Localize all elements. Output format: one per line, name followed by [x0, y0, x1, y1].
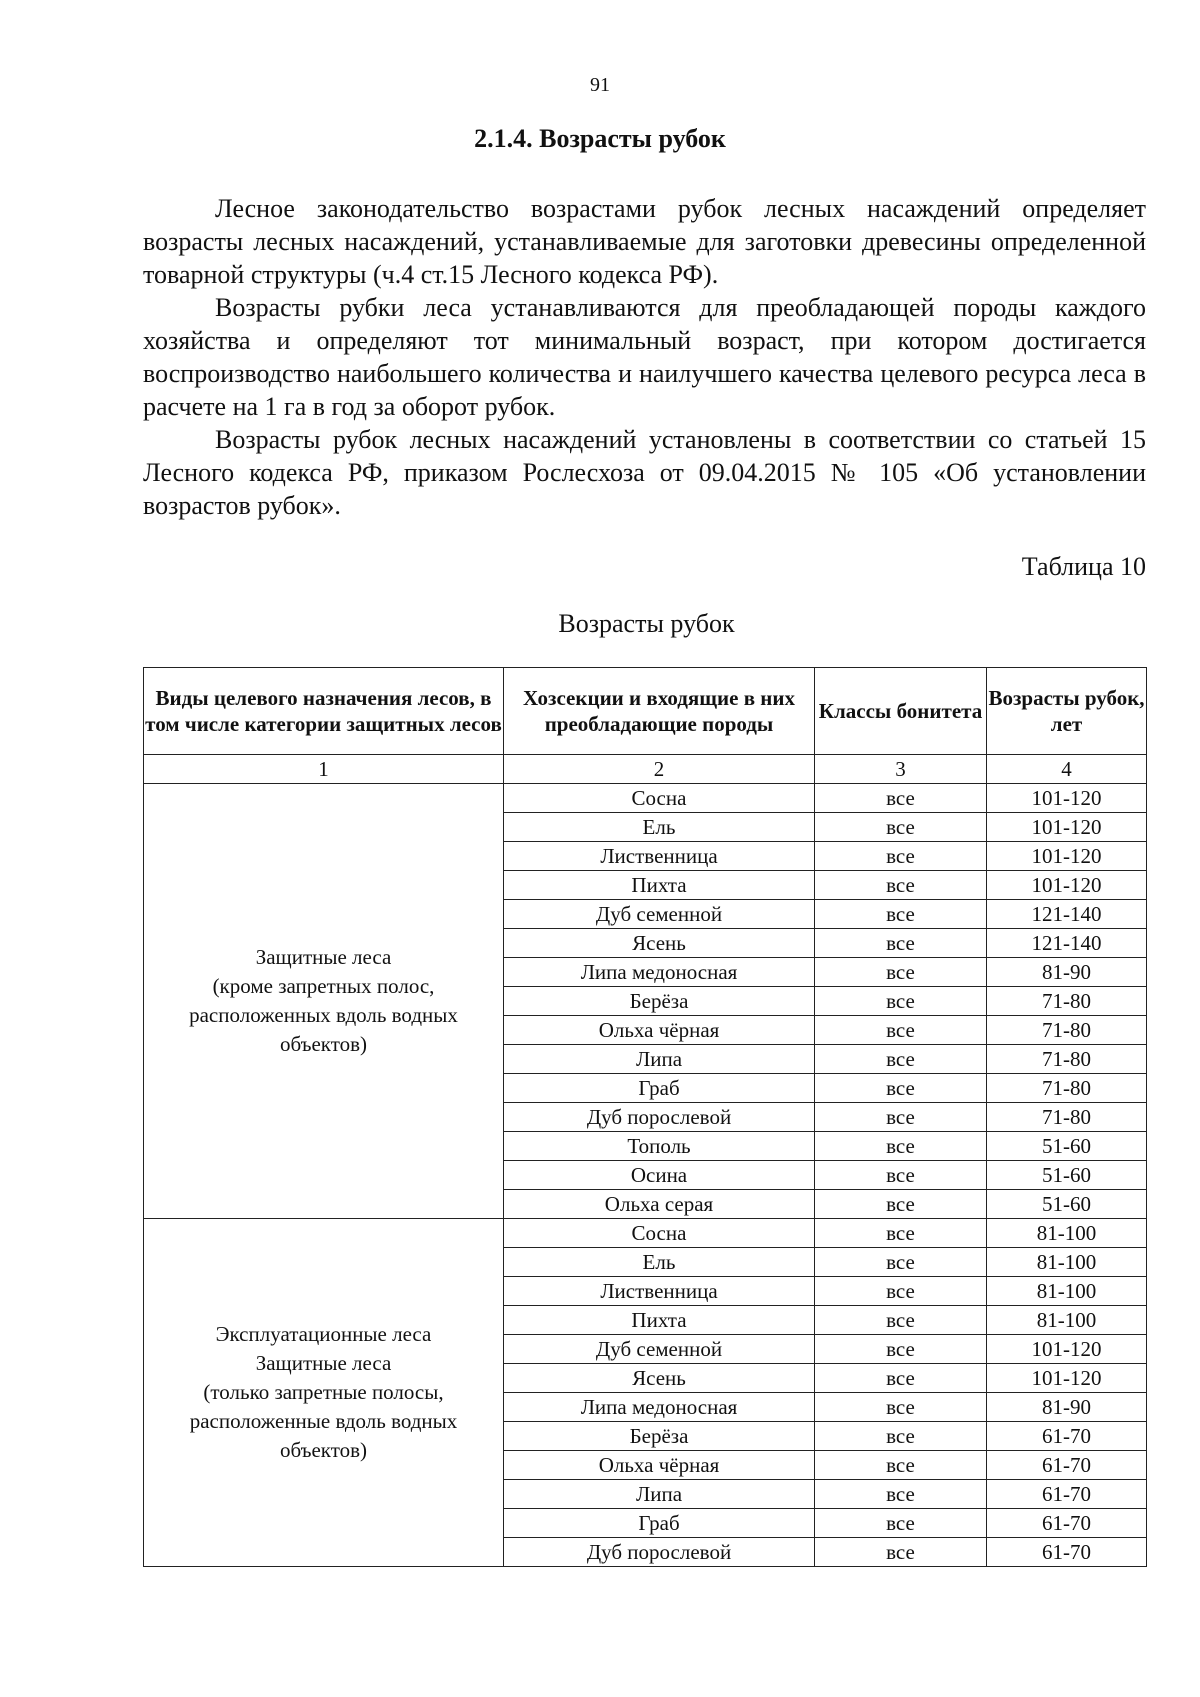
- category-line: расположенные вдоль водных: [189, 1409, 458, 1433]
- species-cell: Дуб порослевой: [504, 1103, 815, 1132]
- species-cell: Дуб порослевой: [504, 1538, 815, 1567]
- cutting-age-cell: 71-80: [987, 1074, 1147, 1103]
- species-cell: Ольха чёрная: [504, 1016, 815, 1045]
- bonitet-class-cell: все: [815, 1538, 987, 1567]
- cutting-age-table: [143, 667, 1147, 1567]
- bonitet-class-cell: все: [815, 987, 987, 1016]
- bonitet-class-cell: все: [815, 1074, 987, 1103]
- species-cell: Граб: [504, 1074, 815, 1103]
- species-cell: Липа медоносная: [504, 958, 815, 987]
- species-cell: Ель: [504, 1248, 815, 1277]
- bonitet-class-cell: все: [815, 842, 987, 871]
- cutting-age-cell: 81-100: [987, 1277, 1147, 1306]
- cutting-age-cell: 61-70: [987, 1480, 1147, 1509]
- table-body: [144, 784, 1147, 1567]
- species-cell: Дуб семенной: [504, 900, 815, 929]
- species-cell: Сосна: [504, 1219, 815, 1248]
- species-cell: Ясень: [504, 1364, 815, 1393]
- cutting-age-cell: 61-70: [987, 1451, 1147, 1480]
- cutting-age-cell: 81-90: [987, 1393, 1147, 1422]
- cutting-age-cell: 101-120: [987, 871, 1147, 900]
- cutting-age-cell: 71-80: [987, 1103, 1147, 1132]
- section-title: 2.1.4. Возрасты рубок: [474, 124, 726, 153]
- page-number: 91: [590, 74, 610, 96]
- paragraph: Возрасты рубки леса устанавливаются для преобладающей породы каждого хозяйства и определяют тот минимальный возраст, при котором достигается воспроизводство наибольшего количества и наилучшего качества целевого ресурса леса в расчете на 1 га в год за оборот рубок.: [143, 293, 1146, 421]
- column-number: 2: [504, 755, 815, 784]
- bonitet-class-cell: все: [815, 1335, 987, 1364]
- species-cell: Берёза: [504, 1422, 815, 1451]
- bonitet-class-cell: все: [815, 1509, 987, 1538]
- species-cell: Липа: [504, 1480, 815, 1509]
- bonitet-class-cell: все: [815, 958, 987, 987]
- cutting-age-cell: 81-90: [987, 958, 1147, 987]
- bonitet-class-cell: все: [815, 900, 987, 929]
- header-cell: Возрасты рубок, лет: [987, 668, 1147, 755]
- bonitet-class-cell: все: [815, 1393, 987, 1422]
- bonitet-class-cell: все: [815, 1016, 987, 1045]
- table-caption: Таблица 10: [1021, 552, 1146, 581]
- cutting-age-cell: 101-120: [987, 842, 1147, 871]
- cutting-age-cell: 81-100: [987, 1219, 1147, 1248]
- cutting-age-cell: 51-60: [987, 1161, 1147, 1190]
- header-cell: Классы бонитета: [815, 668, 987, 755]
- bonitet-class-cell: все: [815, 1306, 987, 1335]
- cutting-age-cell: 81-100: [987, 1306, 1147, 1335]
- species-cell: Лиственница: [504, 842, 815, 871]
- cutting-age-cell: 101-120: [987, 1335, 1147, 1364]
- category-line: (кроме запретных полос,: [212, 974, 435, 998]
- cutting-age-cell: 71-80: [987, 1016, 1147, 1045]
- table-row: [144, 784, 1147, 813]
- bonitet-class-cell: все: [815, 1248, 987, 1277]
- species-cell: Пихта: [504, 1306, 815, 1335]
- cutting-age-cell: 121-140: [987, 929, 1147, 958]
- cutting-age-cell: 71-80: [987, 987, 1147, 1016]
- table-title: Возрасты рубок: [558, 609, 735, 638]
- species-cell: Граб: [504, 1509, 815, 1538]
- species-cell: Берёза: [504, 987, 815, 1016]
- column-number: 1: [144, 755, 504, 784]
- column-number: 4: [987, 755, 1147, 784]
- category-line: Защитные леса: [255, 945, 392, 969]
- bonitet-class-cell: все: [815, 1277, 987, 1306]
- bonitet-class-cell: все: [815, 1190, 987, 1219]
- species-cell: Пихта: [504, 871, 815, 900]
- category-line: (только запретные полосы,: [203, 1380, 444, 1404]
- bonitet-class-cell: все: [815, 1480, 987, 1509]
- cutting-age-cell: 101-120: [987, 784, 1147, 813]
- cutting-age-cell: 51-60: [987, 1132, 1147, 1161]
- bonitet-class-cell: все: [815, 1132, 987, 1161]
- category-cell: [144, 784, 504, 1219]
- category-line: Защитные леса: [255, 1351, 392, 1375]
- cutting-age-cell: 51-60: [987, 1190, 1147, 1219]
- bonitet-class-cell: все: [815, 929, 987, 958]
- bonitet-class-cell: все: [815, 784, 987, 813]
- species-cell: Ясень: [504, 929, 815, 958]
- bonitet-class-cell: все: [815, 1451, 987, 1480]
- header-cell: Виды целевого назначения лесов, в том числе категории защитных лесов: [144, 668, 504, 755]
- species-cell: Дуб семенной: [504, 1335, 815, 1364]
- cutting-age-cell: 71-80: [987, 1045, 1147, 1074]
- cutting-age-cell: 101-120: [987, 1364, 1147, 1393]
- bonitet-class-cell: все: [815, 1422, 987, 1451]
- species-cell: Тополь: [504, 1132, 815, 1161]
- bonitet-class-cell: все: [815, 1161, 987, 1190]
- column-number: 3: [815, 755, 987, 784]
- category-line: объектов): [279, 1438, 368, 1462]
- bonitet-class-cell: все: [815, 1219, 987, 1248]
- cutting-age-cell: 61-70: [987, 1422, 1147, 1451]
- cutting-age-cell: 61-70: [987, 1538, 1147, 1567]
- species-cell: Липа: [504, 1045, 815, 1074]
- table-row: [144, 1219, 1147, 1248]
- species-cell: Сосна: [504, 784, 815, 813]
- bonitet-class-cell: все: [815, 871, 987, 900]
- cutting-age-cell: 101-120: [987, 813, 1147, 842]
- bonitet-class-cell: все: [815, 1045, 987, 1074]
- species-cell: Ольха чёрная: [504, 1451, 815, 1480]
- category-line: объектов): [279, 1032, 368, 1056]
- header-cell: Хозсекции и входящие в них преобладающие породы: [504, 668, 815, 755]
- table-header-row: [144, 668, 1147, 755]
- species-cell: Ель: [504, 813, 815, 842]
- category-cell: [144, 1219, 504, 1567]
- body-text: [143, 192, 1146, 522]
- column-number-row: [144, 755, 1147, 784]
- category-line: Эксплуатационные леса: [215, 1322, 432, 1346]
- category-line: расположенных вдоль водных: [189, 1003, 458, 1027]
- paragraph: Возрасты рубок лесных насаждений установлены в соответствии со статьей 15 Лесного кодекса РФ, приказом Рослесхоза от 09.04.2015 № 105 «Об установлении возрастов рубок».: [143, 425, 1146, 520]
- cutting-age-cell: 81-100: [987, 1248, 1147, 1277]
- bonitet-class-cell: все: [815, 813, 987, 842]
- cutting-age-cell: 61-70: [987, 1509, 1147, 1538]
- bonitet-class-cell: все: [815, 1364, 987, 1393]
- cutting-age-cell: 121-140: [987, 900, 1147, 929]
- species-cell: Осина: [504, 1161, 815, 1190]
- species-cell: Лиственница: [504, 1277, 815, 1306]
- species-cell: Ольха серая: [504, 1190, 815, 1219]
- species-cell: Липа медоносная: [504, 1393, 815, 1422]
- bonitet-class-cell: все: [815, 1103, 987, 1132]
- paragraph: Лесное законодательство возрастами рубок лесных насаждений определяет возрасты лесных насаждений, устанавливаемые для заготовки древесины определенной товарной структуры (ч.4 ст.15 Лесного кодекса РФ).: [143, 194, 1146, 289]
